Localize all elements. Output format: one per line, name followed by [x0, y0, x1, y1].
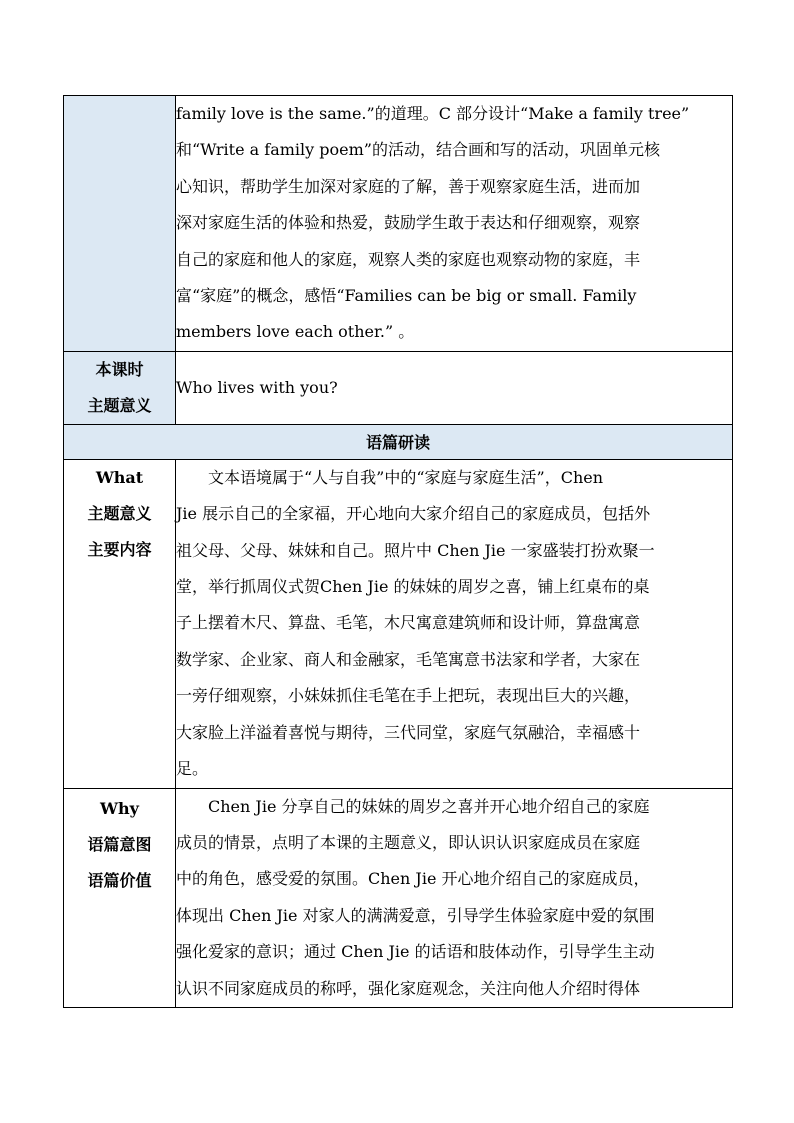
section-title: 语篇研读	[64, 424, 733, 459]
what-line: 足。	[176, 759, 209, 779]
theme-row	[64, 351, 733, 424]
what-row	[64, 459, 733, 788]
why-label-cell	[64, 788, 176, 1007]
what-line: Jie 展示自己的全家福，开心地向大家介绍自己的家庭成员，包括外	[176, 504, 651, 524]
intro-line: 深对家庭生活的体验和热爱，鼓励学生敢于表达和仔细观察，观察	[176, 213, 641, 233]
what-text	[176, 460, 732, 788]
intro-line: members love each other.” 。	[176, 322, 415, 342]
what-line: 文本语境属于“人与自我”中的“家庭与家庭生活”，Chen	[208, 467, 604, 487]
what-label-line1: What	[95, 467, 144, 487]
what-line: 堂，举行抓周仪式贺Chen Jie 的妹妹的周岁之喜，铺上红桌布的桌	[176, 577, 650, 597]
what-label-cell	[64, 459, 176, 788]
intro-content-cell	[176, 96, 733, 352]
intro-line: 自己的家庭和他人的家庭，观察人类的家庭也观察动物的家庭，丰	[176, 249, 641, 269]
why-label-line2: 语篇意图	[87, 834, 152, 854]
why-content-cell	[176, 788, 733, 1007]
what-content-cell	[176, 459, 733, 788]
what-label-line2: 主题意义	[87, 503, 152, 523]
why-line: 成员的情景，点明了本课的主题意义，即认识认识家庭成员在家庭	[176, 832, 641, 852]
why-line: 体现出 Chen Jie 对家人的满满爱意，引导学生体验家庭中爱的氛围	[176, 905, 655, 925]
intro-label-cell	[64, 96, 176, 352]
what-line: 子上摆着木尺、算盘、毛笔，木尺寓意建筑师和设计师，算盘寓意	[176, 613, 641, 633]
why-label-line1: Why	[100, 798, 139, 818]
lesson-table	[63, 95, 733, 1008]
what-line: 祖父母、父母、妹妹和自己。照片中 Chen Jie 一家盛装打扮欢聚一	[176, 540, 655, 560]
intro-row	[64, 96, 733, 352]
why-line: Chen Jie 分享自己的妹妹的周岁之喜并开心地介绍自己的家庭	[208, 796, 650, 816]
why-row	[64, 788, 733, 1007]
what-line: 一旁仔细观察，小妹妹抓住毛笔在手上把玩，表现出巨大的兴趣，	[176, 686, 641, 706]
why-line: 强化爱家的意识；通过 Chen Jie 的话语和肢体动作，引导学生主动	[176, 942, 655, 962]
theme-label-cell	[64, 351, 176, 424]
what-line: 数学家、企业家、商人和金融家，毛笔寓意书法家和学者，大家在	[176, 649, 641, 669]
intro-line: 心知识，帮助学生加深对家庭的了解，善于观察家庭生活，进而加	[176, 176, 641, 196]
why-label-line3: 语篇价值	[87, 870, 152, 890]
why-line: 中的角色，感受爱的氛围。Chen Jie 开心地介绍自己的家庭成员，	[176, 869, 650, 889]
what-label-line3: 主要内容	[87, 539, 152, 559]
intro-line: family love is the same.”的道理。C 部分设计“Make a family tree”	[176, 104, 690, 123]
theme-value-cell	[176, 351, 733, 424]
section-header-row	[64, 424, 733, 459]
why-line: 认识不同家庭成员的称呼，强化家庭观念，关注向他人介绍时得体	[176, 978, 641, 998]
intro-text	[176, 96, 732, 351]
intro-line: 富“家庭”的概念，感悟“Families can be big or small. Family	[176, 286, 637, 306]
what-line: 大家脸上洋溢着喜悦与期待，三代同堂，家庭气氛融洽，幸福感十	[176, 722, 641, 742]
intro-line: 和“Write a family poem”的活动，结合画和写的活动，巩固单元核	[176, 140, 660, 160]
theme-label-line2: 主题意义	[87, 395, 152, 415]
why-text	[176, 789, 732, 1007]
theme-value: Who lives with you?	[176, 378, 338, 398]
theme-label-line1: 本课时	[95, 359, 144, 379]
